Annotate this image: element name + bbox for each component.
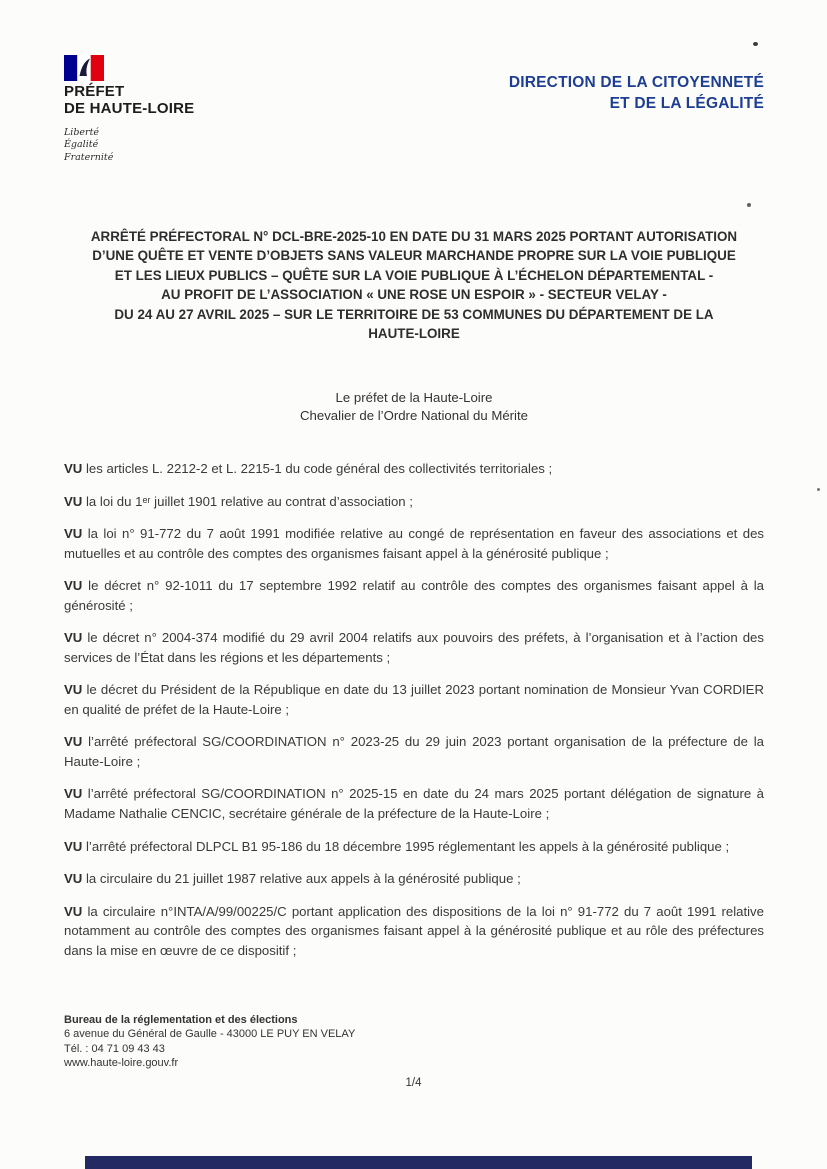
vu-paragraph — [64, 524, 764, 563]
vu-lead: VU — [64, 903, 83, 919]
decree-title — [64, 227, 764, 344]
footer-office: Bureau de la réglementation et des élections — [64, 1013, 298, 1026]
decree-title-line: HAUTE-LOIRE — [368, 326, 460, 342]
vu-text: le décret n° 2004-374 modifié du 29 avril 2004 relatifs aux pouvoirs des préfets, à l’organisation et à l’action des services de l’État dans les régions et les départements ; — [64, 630, 764, 665]
vu-lead: VU — [64, 461, 83, 477]
vu-paragraph — [64, 628, 764, 667]
vu-text: l’arrêté préfectoral DLPCL B1 95-186 du 18 décembre 1995 réglementant les appels à la générosité publique ; — [86, 838, 730, 854]
direction-title — [509, 55, 764, 115]
footer-website: www.haute-loire.gouv.fr — [64, 1057, 179, 1070]
motto-fraternite: Fraternité — [64, 152, 114, 164]
authority-line-1: Le préfet de la Haute-Loire — [335, 389, 493, 405]
direction-line-1: DIRECTION DE LA CITOYENNETÉ — [508, 74, 764, 91]
vu-text: la loi du 1ᵉʳ juillet 1901 relative au contrat d’association ; — [86, 493, 413, 509]
french-flag-marianne-icon — [64, 55, 104, 81]
decree-title-line: ARRÊTÉ PRÉFECTORAL N° DCL-BRE-2025-10 EN DATE DU 31 MARS 2025 PORTANT AUTORISATION — [90, 229, 738, 245]
vu-text: la circulaire du 21 juillet 1987 relative aux appels à la générosité publique ; — [86, 871, 521, 887]
scan-speck — [817, 488, 820, 491]
vu-paragraph — [64, 680, 764, 719]
issuing-authority — [64, 389, 764, 425]
footer-address: 6 avenue du Général de Gaulle - 43000 LE PUY EN VELAY — [64, 1028, 356, 1041]
prefet-name — [64, 84, 284, 118]
vu-paragraph — [64, 732, 764, 771]
vu-lead: VU — [64, 786, 83, 802]
vu-text: le décret du Président de la République en date du 13 juillet 2023 portant nomination de Monsieur Yvan CORDIER en qualité de préfet de la Haute-Loire ; — [64, 682, 764, 717]
decree-title-line: AU PROFIT DE L’ASSOCIATION « UNE ROSE UN ESPOIR » - SECTEUR VELAY - — [161, 287, 667, 303]
vu-text: la circulaire n°INTA/A/99/00225/C portant application des dispositions de la loi n° 91-772 du 7 août 1991 relative notamment au contrôle des comptes des organismes faisant appel à la générosité publique et au rôle des préfectures dans la mise en œuvre de ce dispositif ; — [64, 903, 764, 958]
decree-title-line: DU 24 AU 27 AVRIL 2025 – SUR LE TERRITOIRE DE 53 COMMUNES DU DÉPARTEMENT DE LA — [114, 306, 714, 322]
vu-paragraph — [64, 784, 764, 823]
vu-text: l’arrêté préfectoral SG/COORDINATION n° 2025-15 en date du 24 mars 2025 portant délégation de signature à Madame Nathalie CENCIC, secrétaire générale de la préfecture de la Haute-Loire ; — [64, 786, 764, 821]
decree-title-line: ET LES LIEUX PUBLICS – QUÊTE SUR LA VOIE PUBLIQUE À L’ÉCHELON DÉPARTEMENTAL - — [114, 267, 714, 283]
vu-lead: VU — [64, 682, 83, 698]
decree-title-line: D’UNE QUÊTE ET VENTE D’OBJETS SANS VALEUR MARCHANDE PROPRE SUR LA VOIE PUBLIQUE — [92, 248, 736, 264]
decree-recitals — [64, 459, 764, 960]
vu-text: le décret n° 92-1011 du 17 septembre 1992 relatif au contrôle des comptes des organismes faisant appel à la générosité ; — [64, 578, 764, 613]
bottom-navy-bar — [85, 1156, 752, 1169]
vu-paragraph — [64, 576, 764, 615]
letterhead — [64, 55, 764, 165]
vu-paragraph — [64, 837, 764, 857]
vu-paragraph — [64, 492, 764, 512]
scan-speck — [747, 203, 751, 207]
footer-phone: Tél. : 04 71 09 43 43 — [64, 1042, 165, 1055]
vu-text: la loi n° 91-772 du 7 août 1991 modifiée relative au congé de représentation en faveur des associations et des mutuelles et au contrôle des comptes des organismes faisant appel à la générosité publique ; — [64, 526, 764, 561]
prefet-line-1: PRÉFET — [64, 83, 125, 100]
vu-lead: VU — [64, 493, 83, 509]
vu-paragraph — [64, 459, 764, 479]
republic-motto — [64, 127, 284, 165]
prefet-line-2: DE HAUTE-LOIRE — [64, 99, 195, 117]
contact-footer — [64, 1013, 355, 1071]
motto-liberte: Liberté — [64, 126, 100, 138]
vu-lead: VU — [64, 734, 83, 750]
scan-speck — [753, 42, 758, 46]
vu-lead: VU — [64, 526, 83, 542]
authority-line-2: Chevalier de l’Ordre National du Mérite — [300, 407, 528, 423]
vu-lead: VU — [64, 578, 83, 594]
motto-egalite: Égalité — [64, 139, 99, 151]
vu-text: les articles L. 2212-2 et L. 2215-1 du code général des collectivités territoriales ; — [86, 461, 553, 477]
vu-lead: VU — [64, 630, 83, 646]
direction-line-2: ET DE LA LÉGALITÉ — [609, 94, 764, 112]
vu-text: l’arrêté préfectoral SG/COORDINATION n° 2023-25 du 29 juin 2023 portant organisation de la préfecture de la Haute-Loire ; — [64, 734, 764, 769]
vu-paragraph — [64, 869, 764, 889]
vu-lead: VU — [64, 838, 83, 854]
vu-lead: VU — [64, 871, 83, 887]
vu-paragraph — [64, 902, 764, 961]
prefecture-logo-block — [64, 55, 284, 165]
page-number: 1/4 — [405, 1077, 422, 1089]
